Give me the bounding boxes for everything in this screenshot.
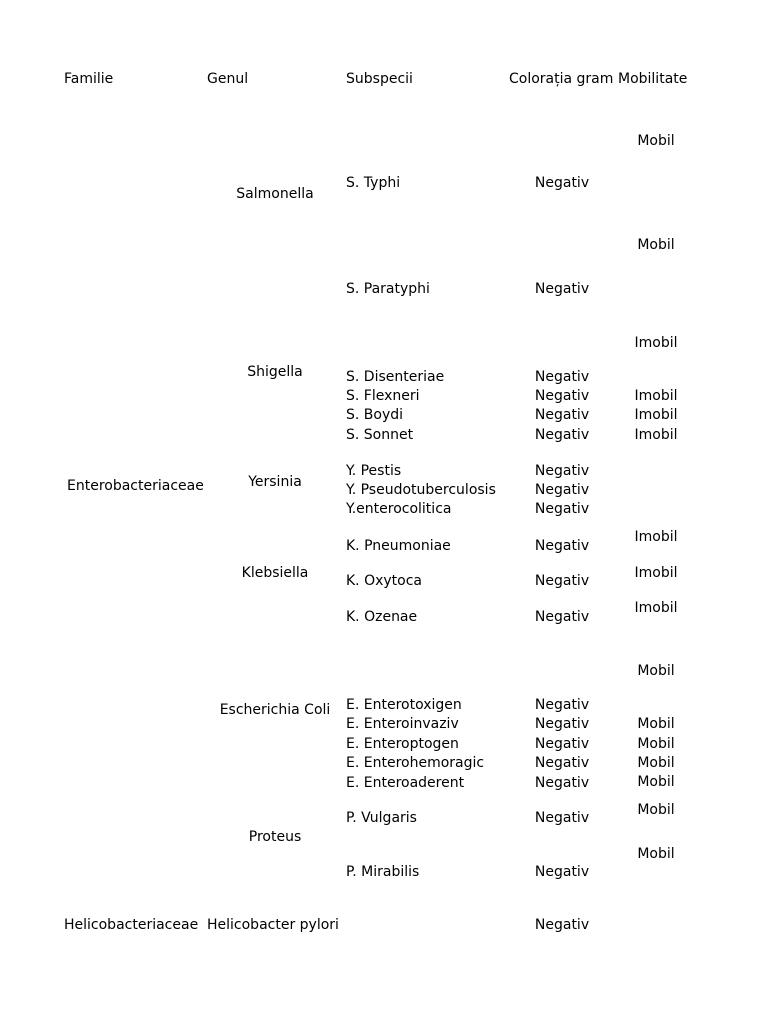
gram-cell: Negativ (534, 388, 590, 404)
mobility-cell: Imobil (634, 407, 678, 423)
family-helicobacteriaceae: Helicobacteriaceae (64, 917, 199, 933)
genus-salmonella: Salmonella (236, 186, 314, 202)
subspecies-cell: K. Ozenae (346, 609, 418, 625)
subspecies-cell: K. Oxytoca (346, 573, 423, 589)
genus-helicobacter-pylori: Helicobacter pylori (207, 917, 339, 933)
mobility-cell: Mobil (637, 802, 675, 818)
subspecies-cell: Y.enterocolitica (346, 501, 452, 517)
header-subspecii: Subspecii (346, 71, 413, 87)
genus-escherichia-coli: Escherichia Coli (219, 702, 331, 718)
subspecies-cell: E. Enterotoxigen (346, 697, 462, 713)
gram-cell: Negativ (534, 736, 590, 752)
mobility-cell: Imobil (634, 529, 678, 545)
mobility-cell: Imobil (634, 600, 678, 616)
mobility-cell: Imobil (634, 388, 678, 404)
subspecies-cell: Y. Pseudotuberculosis (346, 482, 496, 498)
gram-cell: Negativ (534, 609, 590, 625)
mobility-cell: Mobil (637, 755, 675, 771)
subspecies-cell: E. Enterohemoragic (346, 755, 485, 771)
gram-cell: Negativ (534, 864, 590, 880)
subspecies-cell: E. Enteroinvaziv (346, 716, 459, 732)
gram-cell: Negativ (534, 482, 590, 498)
mobility-cell: Mobil (637, 237, 675, 253)
gram-cell: Negativ (534, 175, 590, 191)
gram-cell: Negativ (534, 775, 590, 791)
gram-cell: Negativ (534, 538, 590, 554)
mobility-cell: Mobil (637, 663, 675, 679)
gram-cell: Negativ (534, 281, 590, 297)
gram-cell: Negativ (534, 369, 590, 385)
gram-cell: Negativ (534, 427, 590, 443)
family-enterobacteriaceae: Enterobacteriaceae (67, 478, 204, 494)
subspecies-cell: K. Pneumoniae (346, 538, 451, 554)
subspecies-cell: S. Flexneri (346, 388, 420, 404)
genus-yersinia: Yersinia (248, 474, 302, 490)
header-mobilitate: Mobilitate (618, 71, 688, 87)
gram-cell: Negativ (534, 917, 590, 933)
header-coloratie-gram: Colorația gram (509, 71, 614, 87)
subspecies-cell: E. Enteroaderent (346, 775, 465, 791)
gram-cell: Negativ (534, 755, 590, 771)
mobility-cell: Mobil (637, 133, 675, 149)
subspecies-cell: P. Vulgaris (346, 810, 417, 826)
mobility-cell: Mobil (637, 736, 675, 752)
mobility-cell: Imobil (634, 427, 678, 443)
subspecies-cell: S. Paratyphi (346, 281, 430, 297)
gram-cell: Negativ (534, 463, 590, 479)
gram-cell: Negativ (534, 407, 590, 423)
gram-cell: Negativ (534, 573, 590, 589)
subspecies-cell: E. Enteroptogen (346, 736, 459, 752)
subspecies-cell: P. Mirabilis (346, 864, 420, 880)
subspecies-cell: S. Disenteriae (346, 369, 445, 385)
gram-cell: Negativ (534, 716, 590, 732)
mobility-cell: Mobil (637, 846, 675, 862)
subspecies-cell: S. Sonnet (346, 427, 414, 443)
genus-shigella: Shigella (247, 364, 303, 380)
gram-cell: Negativ (534, 810, 590, 826)
subspecies-cell: Y. Pestis (346, 463, 402, 479)
subspecies-cell: S. Boydi (346, 407, 404, 423)
subspecies-cell: S. Typhi (346, 175, 401, 191)
mobility-cell: Imobil (634, 565, 678, 581)
mobility-cell: Mobil (637, 774, 675, 790)
gram-cell: Negativ (534, 697, 590, 713)
header-familie: Familie (64, 71, 114, 87)
header-genul: Genul (207, 71, 249, 87)
mobility-cell: Mobil (637, 716, 675, 732)
genus-proteus: Proteus (248, 829, 302, 845)
mobility-cell: Imobil (634, 335, 678, 351)
gram-cell: Negativ (534, 501, 590, 517)
genus-klebsiella: Klebsiella (241, 565, 309, 581)
